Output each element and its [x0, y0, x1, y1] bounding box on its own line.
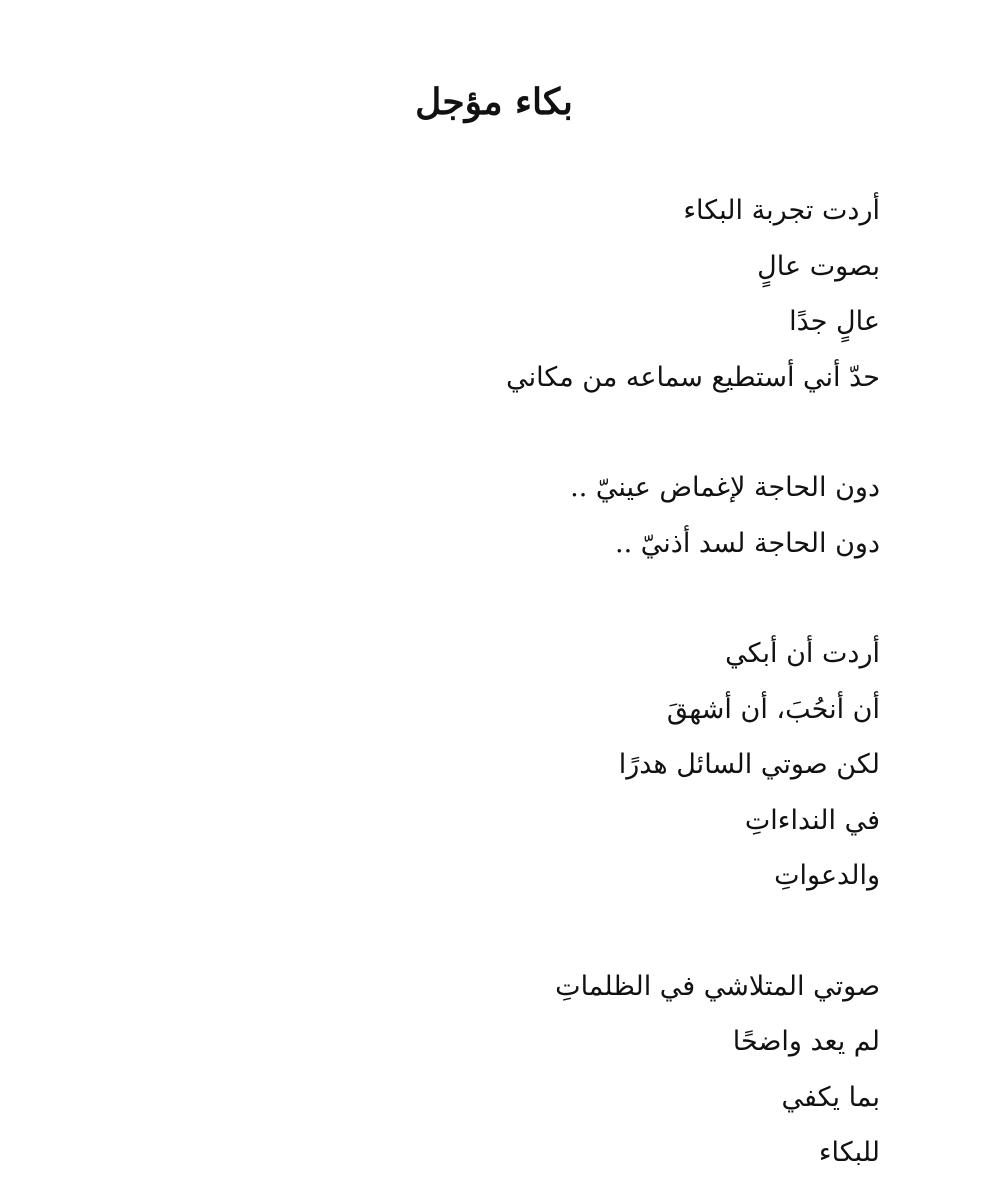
poem-line: أردت تجربة البكاء	[683, 195, 880, 226]
poem-line: بما يكفي	[781, 1081, 880, 1113]
stanza-2	[320, 460, 880, 571]
stanza-3	[320, 626, 880, 904]
poem-line: دون الحاجة لسد أذنيّ ..	[615, 527, 880, 559]
poem-line: صوتي المتلاشي في الظلماتِ	[555, 970, 880, 1002]
poem-line: حدّ أني أستطيع سماعه من مكاني	[506, 361, 880, 393]
poem-body	[320, 183, 880, 1181]
poem-line: عالٍ جدًا	[789, 306, 880, 337]
poem-line: لكن صوتي السائل هدرًا	[618, 749, 880, 780]
poem-line: للبكاء	[818, 1137, 880, 1168]
stanza-4	[320, 959, 880, 1181]
stanza-1	[320, 183, 880, 405]
poem-line: بصوت عالٍ	[757, 250, 880, 282]
poem-line: في النداءاتِ	[744, 804, 880, 836]
poem-line: والدعواتِ	[774, 860, 880, 891]
poem-line: أردت أن أبكي	[725, 638, 880, 669]
poem-line: دون الحاجة لإغماض عينيّ ..	[570, 472, 880, 503]
poem-line: أن أنحُبَ، أن أشهقَ	[666, 693, 880, 725]
poem-line: لم يعد واضحًا	[732, 1026, 880, 1057]
poem-title: بكاء مؤجل	[415, 81, 573, 123]
